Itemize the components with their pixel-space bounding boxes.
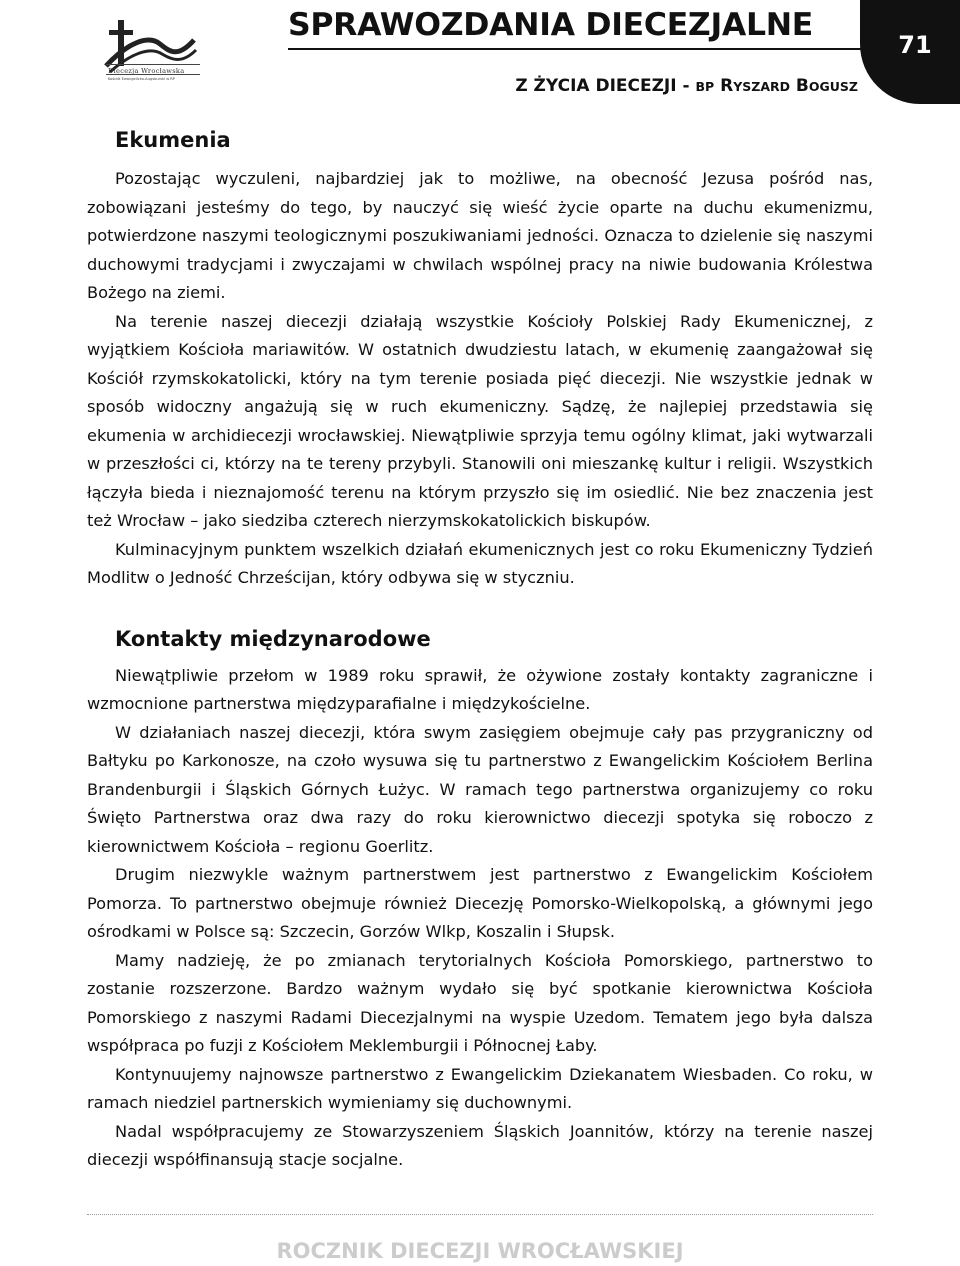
logo-subtitle: Kościół Ewangelicko-Augsburski w RP [108, 77, 175, 81]
article-body [87, 126, 873, 1175]
author-first-initial: R [720, 76, 734, 96]
author-first-rest: YSZARD [733, 79, 790, 94]
paragraph: Nadal współpracujemy ze Stowarzyszeniem Śląskich Joannitów, którzy na terenie naszej diecezji współfinansują stacje socjalne. [87, 1121, 873, 1169]
paragraph: Drugim niezwykle ważnym partnerstwem jest partnerstwo z Ewangelickim Kościołem Pomorza. To partnerstwo obejmuje również Diecezję Pomorsko-Wielkopolską, a głównymi jego ośrodkami w Polsce są: Szczecin, Gorzów Wlkp, Koszalin i Słupsk. [87, 865, 873, 941]
diocese-logo [96, 14, 202, 90]
header-divider [288, 48, 892, 50]
author-last-initial: B [795, 76, 809, 96]
paragraph: W działaniach naszej diecezji, która swym zasięgiem obejmuje cały pas przygraniczny od Bałtyku po Karkonosze, na czoło wysuwa się tu partnerstwo z Ewangelickim Kościołem Berlina Brandenburgii i Śląskich Górnych Łużyc. W ramach tego partnerstwa organizujemy co roku Święto Partnerstwa oraz dwa razy do roku kierownictwo diecezji spotyka się roboczo z kierownictwem Kościoła – regionu Goerlitz. [87, 722, 873, 856]
section-prefix: Z ŻYCIA DIECEZJI - [515, 76, 696, 96]
author-title: BP [695, 79, 715, 94]
paragraph: Mamy nadzieję, że po zmianach terytorialnych Kościoła Pomorskiego, partnerstwo to zostanie rozszerzone. Bardzo ważnym wydało się być spotkanie kierownictwa Kościoła Pomorskiego z naszymi Radami Diecezjalnymi na wyspie Uzedom. Tematem jego była dalsza współpraca po fuzji z Kościołem Meklemburgii i Północnej Łaby. [87, 950, 873, 1055]
paragraph: Na terenie naszej diecezji działają wszystkie Kościoły Polskiej Rady Ekumenicznej, z wyjątkiem Kościoła mariawitów. W ostatnich dwudziestu latach, w ekumenię zaangażował się Kościół rzymskokatolicki, który na tym terenie posiada pięć diecezji. Nie wszystkie jednak w sposób widoczny angażują się w ruch ekumeniczny. Sądzę, że najlepiej przedstawia się ekumenia w archidiecezji wrocławskiej. Niewątpliwie sprzyja temu ogólny klimat, jaki wytwarzali w przeszłości ci, którzy na te tereny przybyli. Stanowili oni mieszankę kultur i religii. Wszystkich łączyła bieda i nieznajomość terenu na którym przyszło się im osiedlić. Nie bez znaczenia jest też Wrocław – jako siedziba czterech nierzymskokatolickich biskupów. [87, 311, 873, 530]
section-heading-kontakty: Kontakty międzynarodowe [115, 626, 431, 651]
paragraph: Pozostając wyczuleni, najbardziej jak to możliwe, na obecność Jezusa pośród nas, zobowiązani jesteśmy do tego, by nauczyć się wieść życie oparte na duchu ekumenizmu, potwierdzone naszymi teologicznymi poszukiwaniami jedności. Oznacza to dzielenie się naszymi duchowymi tradycjami i zwyczajami w chwilach wspólnej pracy na niwie budowania Królestwa Bożego na ziemi. [87, 169, 873, 302]
logo-title: Diecezja Wrocławska [108, 67, 185, 75]
page-number: 71 [898, 31, 932, 59]
paragraph: Niewątpliwie przełom w 1989 roku sprawił, że ożywione zostały kontakty zagraniczne i wzmocnione partnerstwa międzyparafialne i międzykościelne. [87, 665, 873, 713]
header-title: SPRAWOZDANIA DIECEZJALNE [288, 7, 814, 43]
header-subtitle [515, 74, 858, 99]
paragraph: Kontynuujemy najnowsze partnerstwo z Ewangelickim Dziekanatem Wiesbaden. Co roku, w ramach niedziel partnerskich wymieniamy się duchownymi. [87, 1064, 873, 1112]
footer-title: ROCZNIK DIECEZJI WROCŁAWSKIEJ [276, 1239, 684, 1263]
paragraph: Kulminacyjnym punktem wszelkich działań ekumenicznych jest co roku Ekumeniczny Tydzień Modlitw o Jedność Chrześcijan, który odbywa się w styczniu. [87, 539, 873, 587]
footer-divider [87, 1214, 873, 1215]
section-heading-ekumenia: Ekumenia [115, 128, 231, 152]
author-last-rest: OGUSZ [808, 79, 858, 94]
